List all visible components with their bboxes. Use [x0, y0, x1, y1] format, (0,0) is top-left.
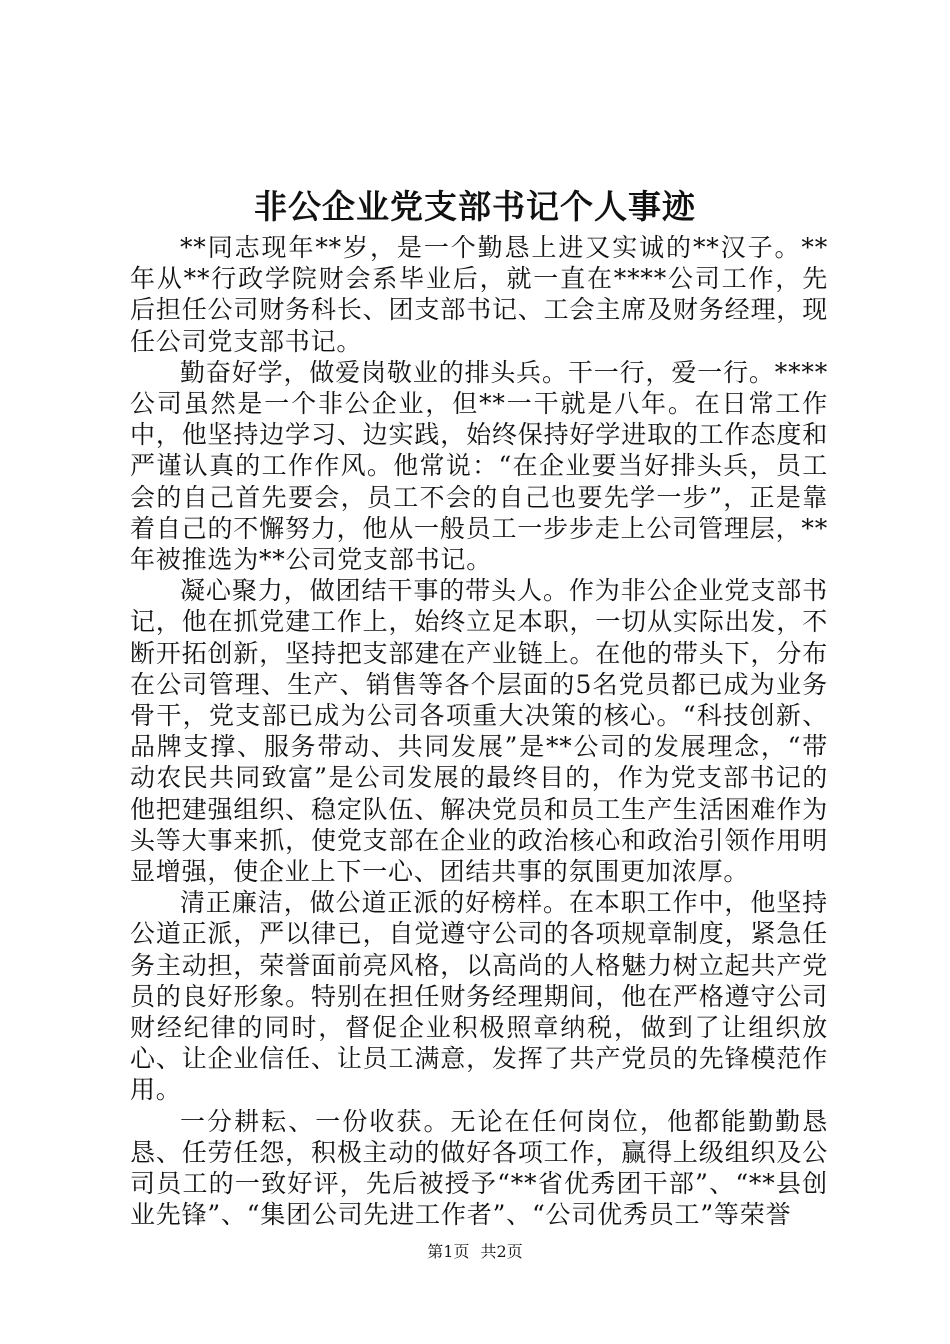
- paragraph-intro: **同志现年**岁，是一个勤恳上进又实诚的**汉子。**年从**行政学院财会系毕业后，就一直在****公司工作，先后担任公司财务科长、团支部书记、工会主席及财务经理，现任公司党支部书记。: [130, 233, 828, 356]
- paragraph-unity-leader: 凝心聚力，做团结干事的带头人。作为非公企业党支部书记，他在抓党建工作上，始终立足本职，一切从实际出发，不断开拓创新，坚持把支部建在产业链上。在他的带头下，分布在公司管理、生产、销售等各个层面的5名党员都已成为业务骨干，党支部已成为公司各项重大决策的核心。“科技创新、品牌支撑、服务带动、共同发展”是**公司的发展理念，“带动农民共同致富”是公司发展的最终目的，作为党支部书记的他把建强组织、稳定队伍、解决党员和员工生产生活困难作为头等大事来抓，使党支部在企业的政治核心和政治引领作用明显增强，使企业上下一心、团结共事的氛围更加浓厚。: [130, 576, 828, 887]
- paragraph-honors: 一分耕耘、一份收获。无论在任何岗位，他都能勤勤恳恳、任劳任怨，积极主动的做好各项工作，赢得上级组织及公司员工的一致好评，先后被授予“**省优秀团干部”、“**县创业先锋”、“集团公司先进工作者”、“公司优秀员工”等荣誉: [130, 1106, 828, 1230]
- page-footer: [0, 1240, 950, 1264]
- page-number-total: 共2页: [480, 1242, 523, 1261]
- paragraph-diligent-study: 勤奋好学，做爱岗敬业的排头兵。干一行，爱一行。****公司虽然是一个非公企业，但**一干就是八年。在日常工作中，他坚持边学习、边实践，始终保持好学进取的工作态度和严谨认真的工作作风。他常说：“在企业要当好排头兵，员工会的自己首先要会，员工不会的自己也要先学一步”，正是靠着自己的不懈努力，他从一般员工一步步走上公司管理层，**年被推选为**公司党支部书记。: [130, 357, 828, 575]
- document-body: [130, 232, 828, 1231]
- paragraph-integrity: 清正廉洁，做公道正派的好榜样。在本职工作中，他坚持公道正派，严以律已，自觉遵守公司的各项规章制度，紧急任务主动担，荣誉面前亮风格，以高尚的人格魅力树立起共产党员的良好形象。特别在担任财务经理期间，他在严格遵守公司财经纪律的同时，督促企业积极照章纳税，做到了让组织放心、让企业信任、让员工满意，发挥了共产党员的先锋模范作用。: [130, 888, 828, 1105]
- page-number-current: 第1页: [427, 1242, 470, 1261]
- document-title: 非公企业党支部书记个人事迹: [254, 187, 696, 226]
